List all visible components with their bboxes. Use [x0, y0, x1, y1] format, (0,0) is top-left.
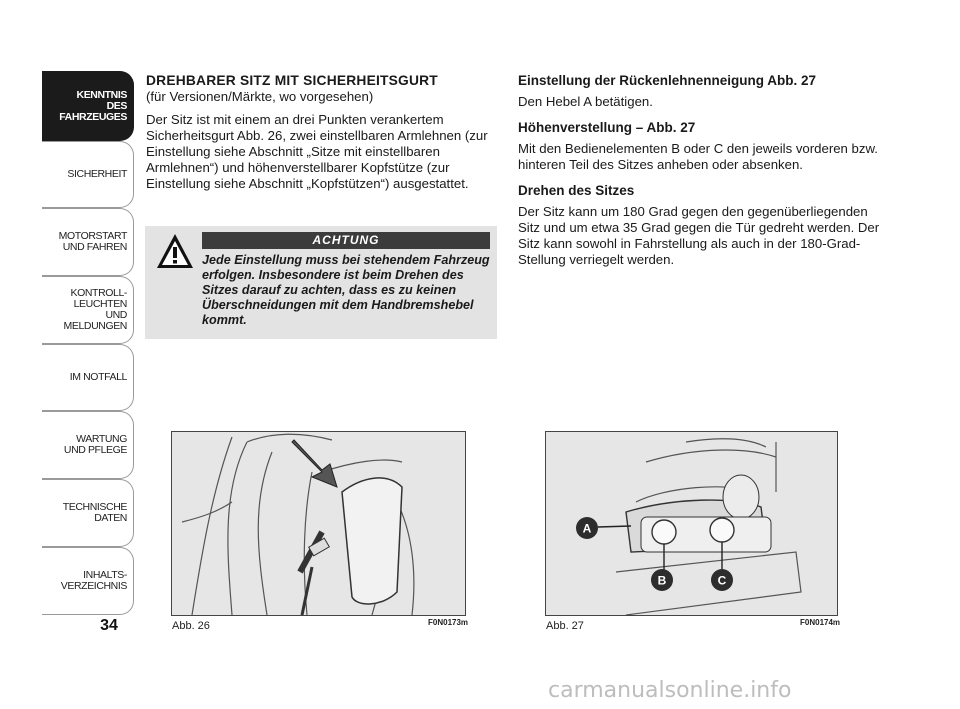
body-rotate: Der Sitz kann um 180 Grad gegen den gegenüberliegenden Sitz und um etwa 35 Grad gegen die Tür gedreht werden. Der Sitz kann sowohl in Fahrstellung als auch in der 180-Grad-Stellung verriegelt werden.	[518, 204, 880, 267]
watermark: carmanualsonline.info	[548, 678, 792, 703]
heading-backrest: Einstellung der Rückenlehnenneigung Abb. 27	[518, 73, 817, 88]
label-a: A	[582, 521, 592, 536]
section-heading: DREHBARER SITZ MIT SICHERHEITSGURT	[146, 73, 438, 88]
figure-27-code: F0N0174m	[800, 618, 841, 627]
tab-motorstart[interactable]: MOTORSTART UND FAHREN	[42, 208, 134, 276]
tab-technische-daten[interactable]: TECHNISCHE DATEN	[42, 479, 134, 547]
warning-title: ACHTUNG	[202, 232, 490, 249]
warning-text	[151, 253, 491, 328]
figure-26	[171, 431, 466, 616]
tab-kenntnis[interactable]: KENNTNIS DES FAHRZEUGES	[42, 71, 134, 141]
figure-26-code: F0N0173m	[428, 618, 469, 627]
section-subheading: (für Versionen/Märkte, wo vorgesehen)	[146, 89, 374, 104]
label-c: C	[717, 573, 727, 588]
right-column	[518, 73, 888, 268]
heading-rotate: Drehen des Sitzes	[518, 183, 635, 198]
seat-controls-illustration	[546, 432, 837, 615]
tab-inhaltsverzeichnis[interactable]: INHALTS- VERZEICHNIS	[42, 547, 134, 615]
body-backrest: Den Hebel A betätigen.	[518, 94, 653, 109]
heading-height: Höhenverstellung – Abb. 27	[518, 120, 696, 135]
section-body: Der Sitz ist mit einem an drei Punkten verankertem Sicherheitsgurt Abb. 26, zwei einstellbaren Armlehnen (zur Einstellung siehe Abschnitt „Sitze mit einstellbaren Armlehnen“) und höhenverstellbarer Kopfstütze (zur Einstellung siehe Abschnitt „Kopfstützen“) ausgestattet.	[146, 112, 488, 191]
seat-belt-illustration	[172, 432, 465, 615]
figure-26-caption: Abb. 26	[172, 620, 210, 632]
warning-box	[145, 226, 497, 339]
tab-im-notfall[interactable]: IM NOTFALL	[42, 344, 134, 411]
page-number: 34	[100, 617, 118, 634]
tab-sicherheit[interactable]: SICHERHEIT	[42, 141, 134, 208]
figure-27-caption: Abb. 27	[546, 620, 584, 632]
body-height: Mit den Bedienelementen B oder C den jeweils vorderen bzw. hinteren Teil des Sitzes anheben oder absenken.	[518, 141, 878, 172]
left-column	[146, 73, 500, 192]
figure-27	[545, 431, 838, 616]
tab-wartung[interactable]: WARTUNG UND PFLEGE	[42, 411, 134, 479]
label-b: B	[657, 573, 667, 588]
tab-kontrollleuchten[interactable]: KONTROLL- LEUCHTEN UND MELDUNGEN	[42, 276, 134, 344]
warning-text-content: Jede Einstellung muss bei stehendem Fahrzeug erfolgen. Insbesondere ist beim Drehen des Sitzes darauf zu achten, dass es zu keinen Überschneidungen mit dem Handbremshebel kommt.	[202, 253, 490, 327]
